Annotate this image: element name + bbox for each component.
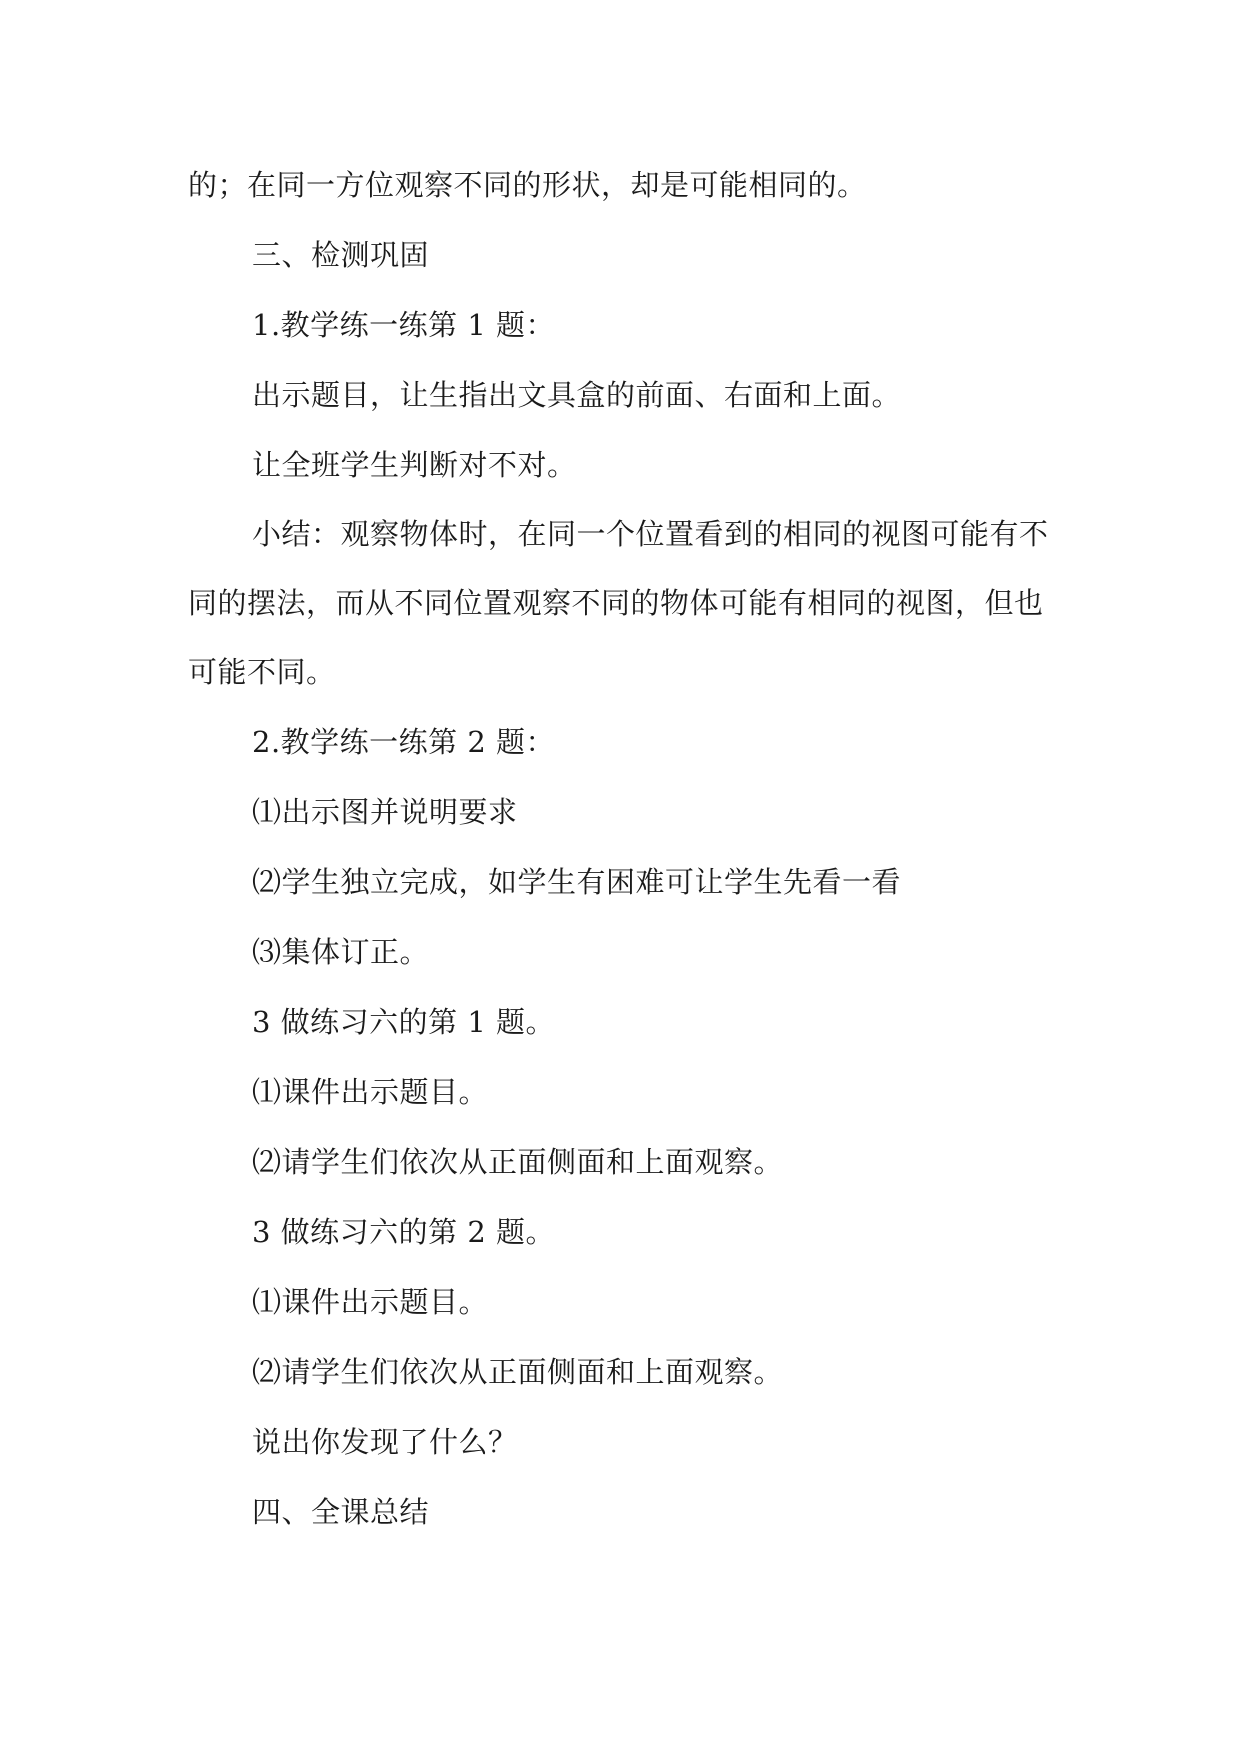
list-item: ⑴课件出示题目。 xyxy=(252,1285,489,1319)
list-item: ⑵请学生们依次从正面侧面和上面观察。 xyxy=(252,1145,784,1179)
summary-paragraph: 小结：观察物体时，在同一个位置看到的相同的视图可能有不同的摆法，而从不同位置观察不同的物体可能有相同的视图，但也可能不同。 xyxy=(188,517,1049,689)
list-item: ⑴出示图并说明要求 xyxy=(252,795,518,829)
exercise-heading-4: 3 做练习六的第 2 题。 xyxy=(252,1215,556,1249)
document-page xyxy=(188,150,1068,1547)
section-heading-4: 四、全课总结 xyxy=(252,1495,430,1529)
section-heading-3: 三、检测巩固 xyxy=(252,238,430,272)
exercise-heading-2: 2.教学练一练第 2 题： xyxy=(252,725,556,759)
paragraph-continuation: 的；在同一方位观察不同的形状，却是可能相同的。 xyxy=(188,168,867,202)
paragraph: 出示题目，让生指出文具盒的前面、右面和上面。 xyxy=(252,378,902,412)
paragraph: 让全班学生判断对不对。 xyxy=(252,448,577,482)
list-item: ⑵学生独立完成，如学生有困难可让学生先看一看 xyxy=(252,865,902,899)
list-item: ⑵请学生们依次从正面侧面和上面观察。 xyxy=(252,1355,784,1389)
paragraph: 说出你发现了什么？ xyxy=(252,1425,518,1459)
list-item: ⑶集体订正。 xyxy=(252,935,430,969)
exercise-heading-1: 1.教学练一练第 1 题： xyxy=(252,308,556,342)
exercise-heading-3: 3 做练习六的第 1 题。 xyxy=(252,1005,556,1039)
list-item: ⑴课件出示题目。 xyxy=(252,1075,489,1109)
